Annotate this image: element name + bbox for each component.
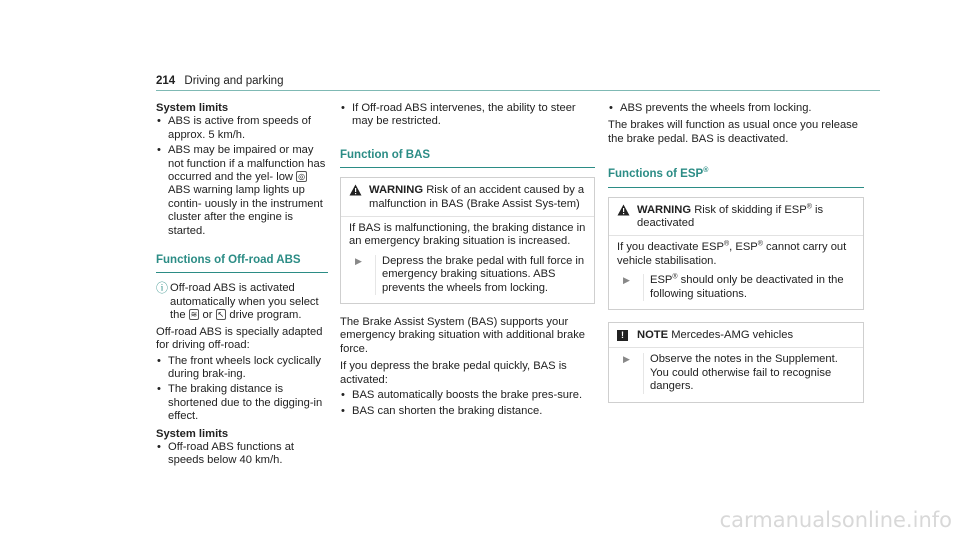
offroad-steer-list (340, 102, 595, 129)
reg-mark: ® (672, 273, 678, 281)
note-text: Mercedes-AMG vehicles (671, 329, 794, 342)
exclamation-icon: ! (617, 329, 637, 342)
brakes-paragraph: The brakes will function as usual once you release the brake pedal. BAS is deactivated. (608, 119, 858, 145)
note-or: or (202, 309, 213, 322)
esp-warning-box (608, 197, 864, 310)
note-header (609, 323, 863, 348)
system-limits-list-2 (156, 441, 328, 468)
list-item: • Off-road ABS functions at speeds below 40 km/h. (156, 441, 328, 468)
info-icon: ⓘ (156, 281, 169, 296)
column-1 (156, 102, 328, 472)
note-step (617, 353, 855, 393)
warning-icon (617, 204, 637, 231)
body-b: , ESP (729, 241, 758, 254)
offroad-plus-program-icon: ↖ (217, 310, 225, 320)
page-header (156, 75, 283, 88)
arrow-right-icon: ▶ (623, 354, 630, 365)
list-item: • The front wheels lock cyclically during brak-ing. (156, 355, 328, 382)
esp-title (608, 168, 864, 187)
bas-list (340, 389, 595, 418)
bas-warning-box (340, 177, 595, 304)
warning-step-text (643, 274, 855, 301)
bas-title: Function of BAS (340, 149, 595, 168)
bas-paragraph-1: The Brake Assist System (BAS) supports your emergency braking situation with additional brake force. (340, 316, 586, 355)
note-step-text: Observe the notes in the Supplement. You could otherwise fail to recognise dangers. (643, 353, 855, 393)
column-2 (340, 102, 595, 422)
reg-mark: ® (723, 240, 730, 248)
list-item-text: low (276, 171, 294, 184)
offroad-list (156, 355, 328, 424)
watermark: carmanualsonline.info (719, 507, 952, 532)
amg-note-box (608, 322, 864, 403)
warning-label: WARNING (637, 203, 692, 216)
warning-label: WARNING (369, 184, 424, 197)
warning-text-a: Risk of skidding if ESP (694, 203, 807, 216)
note-body (609, 348, 863, 401)
system-limits-list (156, 115, 328, 238)
system-limits-title: System limits (156, 102, 229, 114)
reg-mark: ® (703, 167, 709, 175)
warning-body-text (617, 241, 855, 268)
warning-body (609, 236, 863, 309)
step-a: ESP (650, 274, 673, 287)
warning-text-b: is deactivated (637, 203, 824, 230)
reg-mark: ® (806, 202, 812, 210)
list-item: • The braking distance is shortened due to the digging-in effect. (156, 383, 328, 423)
arrow-right-icon: ▶ (623, 275, 630, 286)
abs-lock-list (608, 102, 864, 115)
warning-header (609, 198, 863, 237)
list-item-text: uously in the instrument cluster after the engine is started. (168, 197, 323, 237)
warning-step (349, 255, 586, 295)
warning-body (341, 217, 594, 303)
body-a: If you deactivate ESP (617, 241, 724, 254)
warning-text-wrap (637, 204, 855, 231)
note (156, 282, 328, 322)
note-text (170, 282, 328, 322)
list-item: • ABS prevents the wheels from locking. (608, 102, 864, 115)
list-item (156, 144, 328, 238)
bas-paragraph-2: If you depress the brake pedal quickly, BAS is activated: (340, 360, 567, 386)
header-section: Driving and parking (184, 75, 284, 87)
abs-warning-icon: ◎ (298, 172, 306, 182)
note-prefix: Off-road ABS is activated automatically when you select the (170, 282, 319, 322)
note-label: NOTE (637, 329, 669, 342)
reg-mark: ® (757, 240, 763, 248)
esp-title-text: Functions of ESP (608, 168, 704, 181)
body-c: cannot carry out vehicle stabilisation. (617, 241, 847, 267)
list-item-text: ABS warning lamp lights up contin- (168, 184, 305, 210)
page-number: 214 (156, 75, 176, 87)
arrow-right-icon: ▶ (355, 255, 362, 266)
list-item-text: ABS may be impaired or may not function if a malfunction has occurred and the yel- (168, 144, 326, 184)
note-suffix: drive program. (229, 309, 302, 322)
list-item: • BAS can shorten the braking distance. (340, 405, 595, 418)
list-item: • BAS automatically boosts the brake pres-sure. (340, 389, 595, 402)
warning-text: Risk of an accident caused by a malfunction in BAS (Brake Assist Sys-tem) (369, 184, 585, 210)
warning-step (617, 274, 855, 301)
list-item: • ABS is active from speeds of approx. 5 km/h. (156, 115, 328, 142)
offroad-paragraph: Off-road ABS is specially adapted for driving off-road: (156, 325, 323, 352)
offroad-program-icon: ≋ (190, 310, 198, 320)
header-rule (156, 90, 880, 91)
note-text-wrap (637, 329, 793, 342)
column-3 (608, 102, 864, 415)
warning-step-text: Depress the brake pedal with full force in emergency braking situations. ABS prevents the wheels from locking. (375, 255, 586, 295)
warning-header (341, 178, 594, 217)
system-limits-title-2: System limits (156, 427, 229, 440)
step-b: should only be deactivated in the following situations. (650, 274, 844, 300)
offroad-abs-title: Functions of Off-road ABS (156, 254, 328, 273)
warning-body-text: If BAS is malfunctioning, the braking distance in an emergency braking situation is increased. (349, 222, 586, 248)
warning-text-wrap (369, 184, 586, 211)
list-item: • If Off-road ABS intervenes, the ability to steer may be restricted. (340, 102, 595, 129)
warning-icon (349, 184, 369, 211)
